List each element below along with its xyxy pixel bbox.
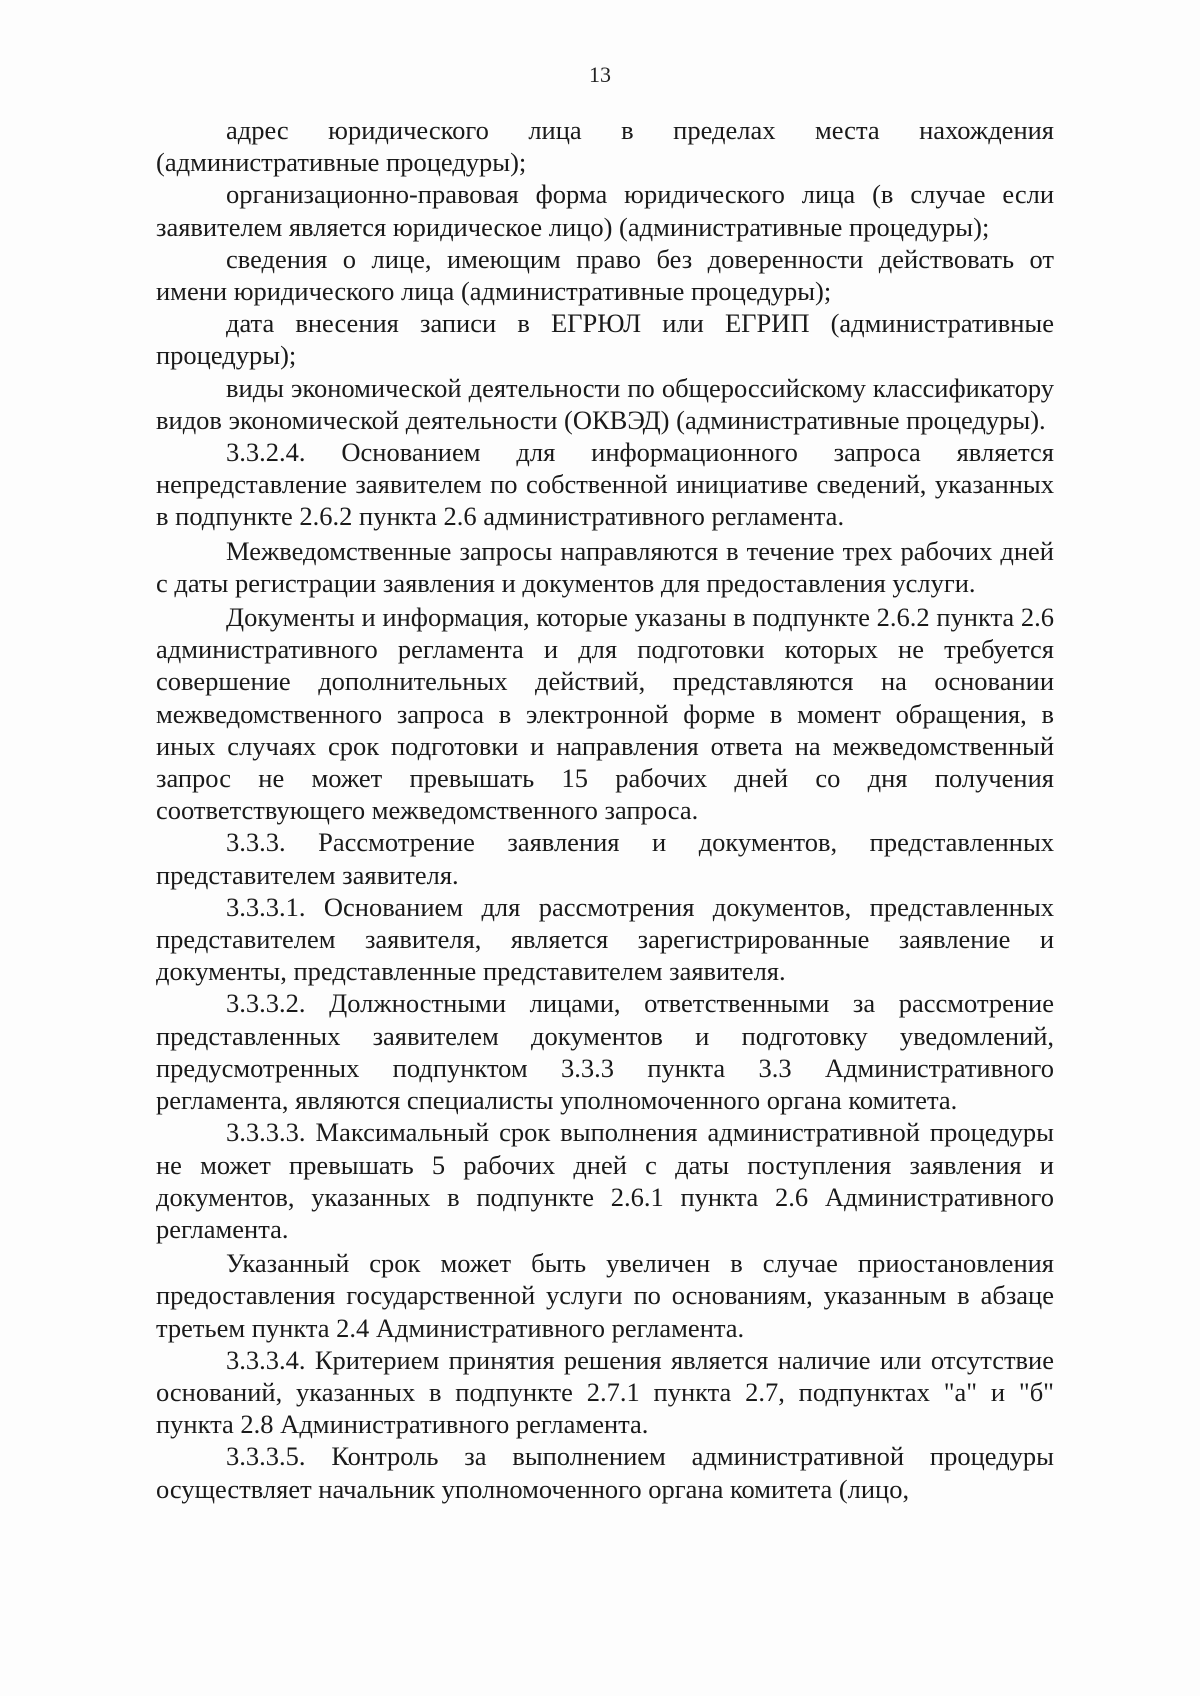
paragraph: 3.3.3. Рассмотрение заявления и документов, представленных представителем заявителя. <box>156 827 1054 890</box>
paragraph: дата внесения записи в ЕГРЮЛ или ЕГРИП (административные процедуры); <box>156 308 1054 371</box>
paragraph: адрес юридического лица в пределах места нахождения (административные процедуры); <box>156 115 1054 178</box>
paragraph: сведения о лице, имеющим право без доверенности действовать от имени юридического лица (административные процедуры); <box>156 243 1054 307</box>
paragraph: 3.3.3.1. Основанием для рассмотрения документов, представленных представителем заявителя, является зарегистрированные заявление и документы, представленные представителем заявителя. <box>156 891 1054 987</box>
paragraph: виды экономической деятельности по общероссийскому классификатору видов экономической деятельности (ОКВЭД) (административные процедуры). <box>156 372 1054 435</box>
paragraph: 3.3.2.4. Основанием для информационного запроса является непредставление заявителем по собственной инициативе сведений, указанных в подпункте 2.6.2 пункта 2.6 административного регламента. <box>156 437 1054 532</box>
paragraph: 3.3.3.3. Максимальный срок выполнения административной процедуры не может превышать 5 рабочих дней с даты поступления заявления и документов, указанных в подпункте 2.6.1 пункта 2.6 Административного регламента. <box>156 1117 1054 1244</box>
paragraph: Документы и информация, которые указаны в подпункте 2.6.2 пункта 2.6 административного регламента и для подготовки которых не требуется совершение дополнительных действий, представляются на основании межведомственного запроса в электронной форме в момент обращения, в иных случаях срок подготовки и направления ответа на межведомственный запрос не может превышать 15 рабочих дней со дня получения соответствующего межведомственного запроса. <box>156 602 1054 826</box>
paragraph: 3.3.3.4. Критерием принятия решения является наличие или отсутствие оснований, указанных в подпункте 2.7.1 пункта 2.7, подпунктах "а" и "б" пункта 2.8 Административного регламента. <box>156 1344 1054 1440</box>
paragraph: организационно-правовая форма юридического лица (в случае если заявителем является юридическое лицо) (административные процедуры); <box>156 179 1054 242</box>
paragraph: Указанный срок может быть увеличен в случае приостановления предоставления государственной услуги по основаниям, указанным в абзаце третьем пункта 2.4 Административного регламента. <box>156 1248 1054 1343</box>
document-body <box>156 114 1054 1505</box>
page-number: 13 <box>589 62 611 87</box>
paragraph: 3.3.3.2. Должностными лицами, ответственными за рассмотрение представленных заявителем документов и подготовку уведомлений, предусмотренных подпунктом 3.3.3 пункта 3.3 Административного регламента, являются специалисты уполномоченного органа комитета. <box>156 988 1054 1116</box>
paragraph: 3.3.3.5. Контроль за выполнением административной процедуры осуществляет начальник уполномоченного органа комитета (лицо, <box>156 1441 1054 1504</box>
paragraph: Межведомственные запросы направляются в течение трех рабочих дней с даты регистрации заявления и документов для предоставления услуги. <box>156 535 1054 598</box>
